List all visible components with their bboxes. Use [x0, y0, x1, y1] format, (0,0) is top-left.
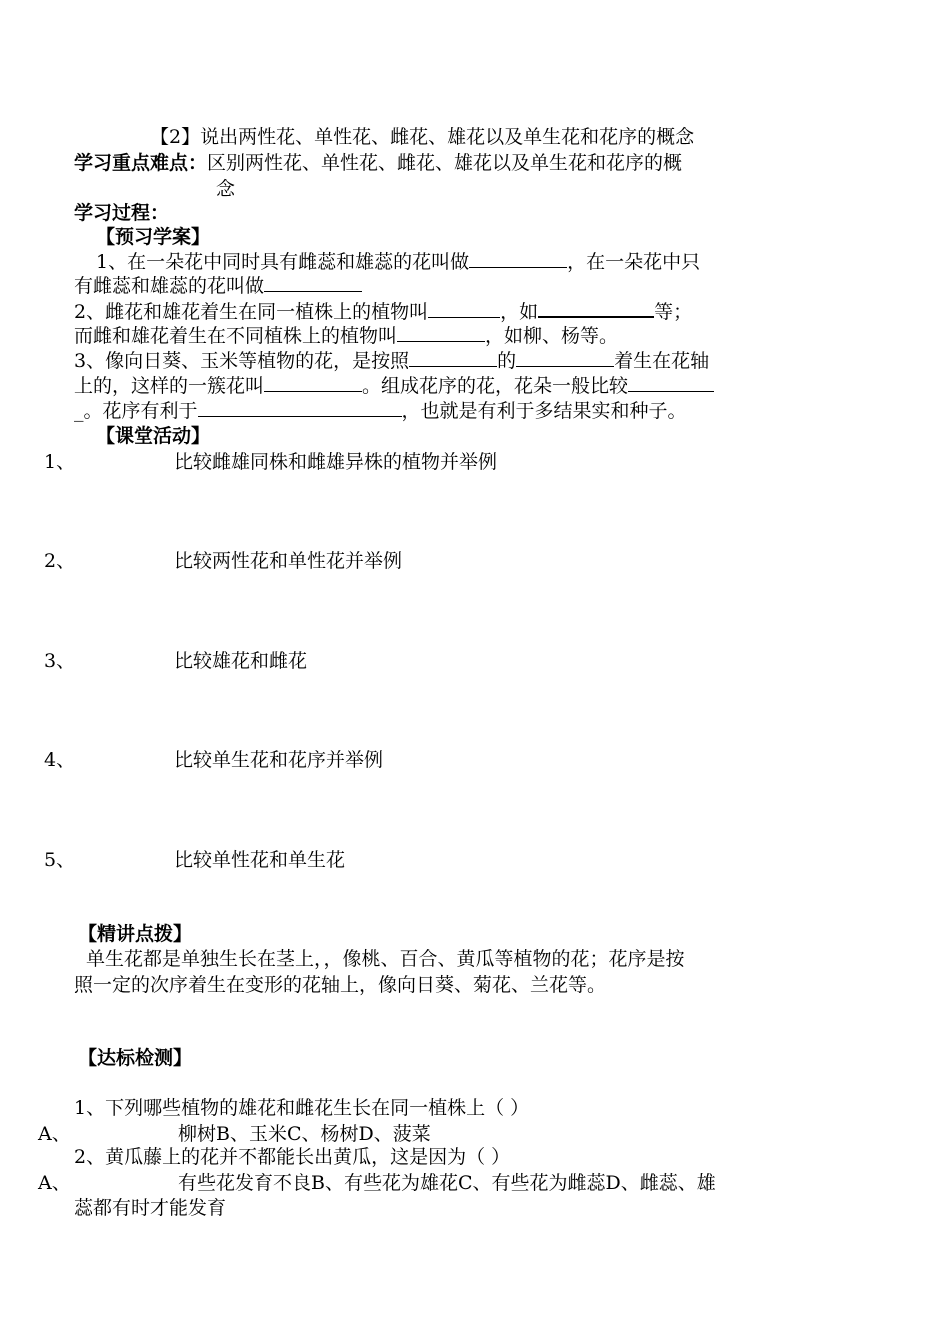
key-points-label: 学习重点难点：: [74, 152, 208, 174]
test-q2: 2、黄瓜藤上的花并不都能长出黄瓜，这是因为（ ）: [74, 1146, 511, 1168]
activity-item-text: 比较两性花和单性花并举例: [174, 550, 403, 572]
explain-line1: 单生花都是单独生长在茎上，，像桃、百合、黄瓜等植物的花；花序是按: [86, 948, 685, 970]
preview-heading: 【预习学案】: [96, 226, 211, 248]
fill-blank[interactable]: [264, 273, 362, 292]
key-points-text: 区别两性花、单性花、雌花、雄花以及单生花和花序的概: [207, 152, 683, 174]
activity-item-num: 2、: [44, 550, 76, 572]
fill-blank[interactable]: [198, 398, 402, 417]
objective-2: 【2】说出两性花、单性花、雌花、雄花以及单生花和花序的概念: [150, 126, 695, 148]
process-heading: 学习过程：: [74, 202, 170, 224]
activity-item-text: 比较单性花和单生花: [174, 849, 346, 871]
activity-item-text: 比较雌雄同株和雌雄异株的植物并举例: [174, 451, 498, 473]
preview-q1-line1: 1、在一朵花中同时具有雌蕊和雄蕊的花叫做 ，在一朵花中只: [96, 251, 701, 273]
explain-heading: 【精讲点拨】: [78, 923, 193, 945]
test-q1-options: 柳树B、玉米C、杨树D、菠菜: [178, 1123, 431, 1145]
fill-blank[interactable]: [409, 348, 497, 367]
preview-q3-line2: 上的，这样的一簇花叫 。组成花序的花，花朵一般比较: [74, 373, 714, 399]
activity-item-num: 4、: [44, 749, 76, 771]
preview-q3-line1: 3、像向日葵、玉米等植物的花，是按照 的 着生在花轴: [74, 350, 710, 372]
preview-q2-line2: 而雌和雄花着生在不同植株上的植物叫 ，如柳、杨等。: [74, 325, 619, 347]
preview-q1-line2: 有雌蕊和雄蕊的花叫做: [74, 273, 362, 299]
activity-item-num: 1、: [44, 451, 76, 473]
key-points-text-cont: 念: [216, 178, 236, 200]
fill-blank[interactable]: [397, 323, 485, 342]
activity-item-text: 比较雄花和雌花: [174, 650, 308, 672]
test-q1: 1、下列哪些植物的雄花和雌花生长在同一植株上（ ）: [74, 1097, 530, 1119]
test-heading: 【达标检测】: [78, 1047, 193, 1069]
fill-blank[interactable]: [538, 298, 654, 318]
activity-item-num: 5、: [44, 849, 76, 871]
fill-blank[interactable]: [428, 299, 500, 318]
activity-item-text: 比较单生花和花序并举例: [174, 749, 384, 771]
explain-line2: 照一定的次序着生在变形的花轴上，像向日葵、菊花、兰花等。: [74, 974, 607, 996]
test-q2-prefix: A、: [38, 1172, 71, 1194]
test-q1-prefix: A、: [38, 1123, 71, 1145]
preview-q2-line1: 2、雌花和雄花着生在同一植株上的植物叫 ，如 等；: [74, 298, 692, 325]
activity-heading: 【课堂活动】: [96, 425, 211, 447]
fill-blank[interactable]: [516, 348, 614, 367]
test-q2-options: 有些花发育不良B、有些花为雄花C、有些花为雌蕊D、雌蕊、雄: [178, 1172, 716, 1194]
test-q2-options-cont: 蕊都有时才能发育: [74, 1197, 227, 1219]
preview-q3-line3: _。花序有利于 ，也就是有利于多结果实和种子。: [74, 400, 687, 422]
fill-blank[interactable]: [264, 373, 362, 392]
key-points-line: [74, 150, 682, 176]
fill-blank[interactable]: [628, 373, 714, 392]
fill-blank[interactable]: [469, 249, 567, 268]
activity-item-num: 3、: [44, 650, 76, 672]
